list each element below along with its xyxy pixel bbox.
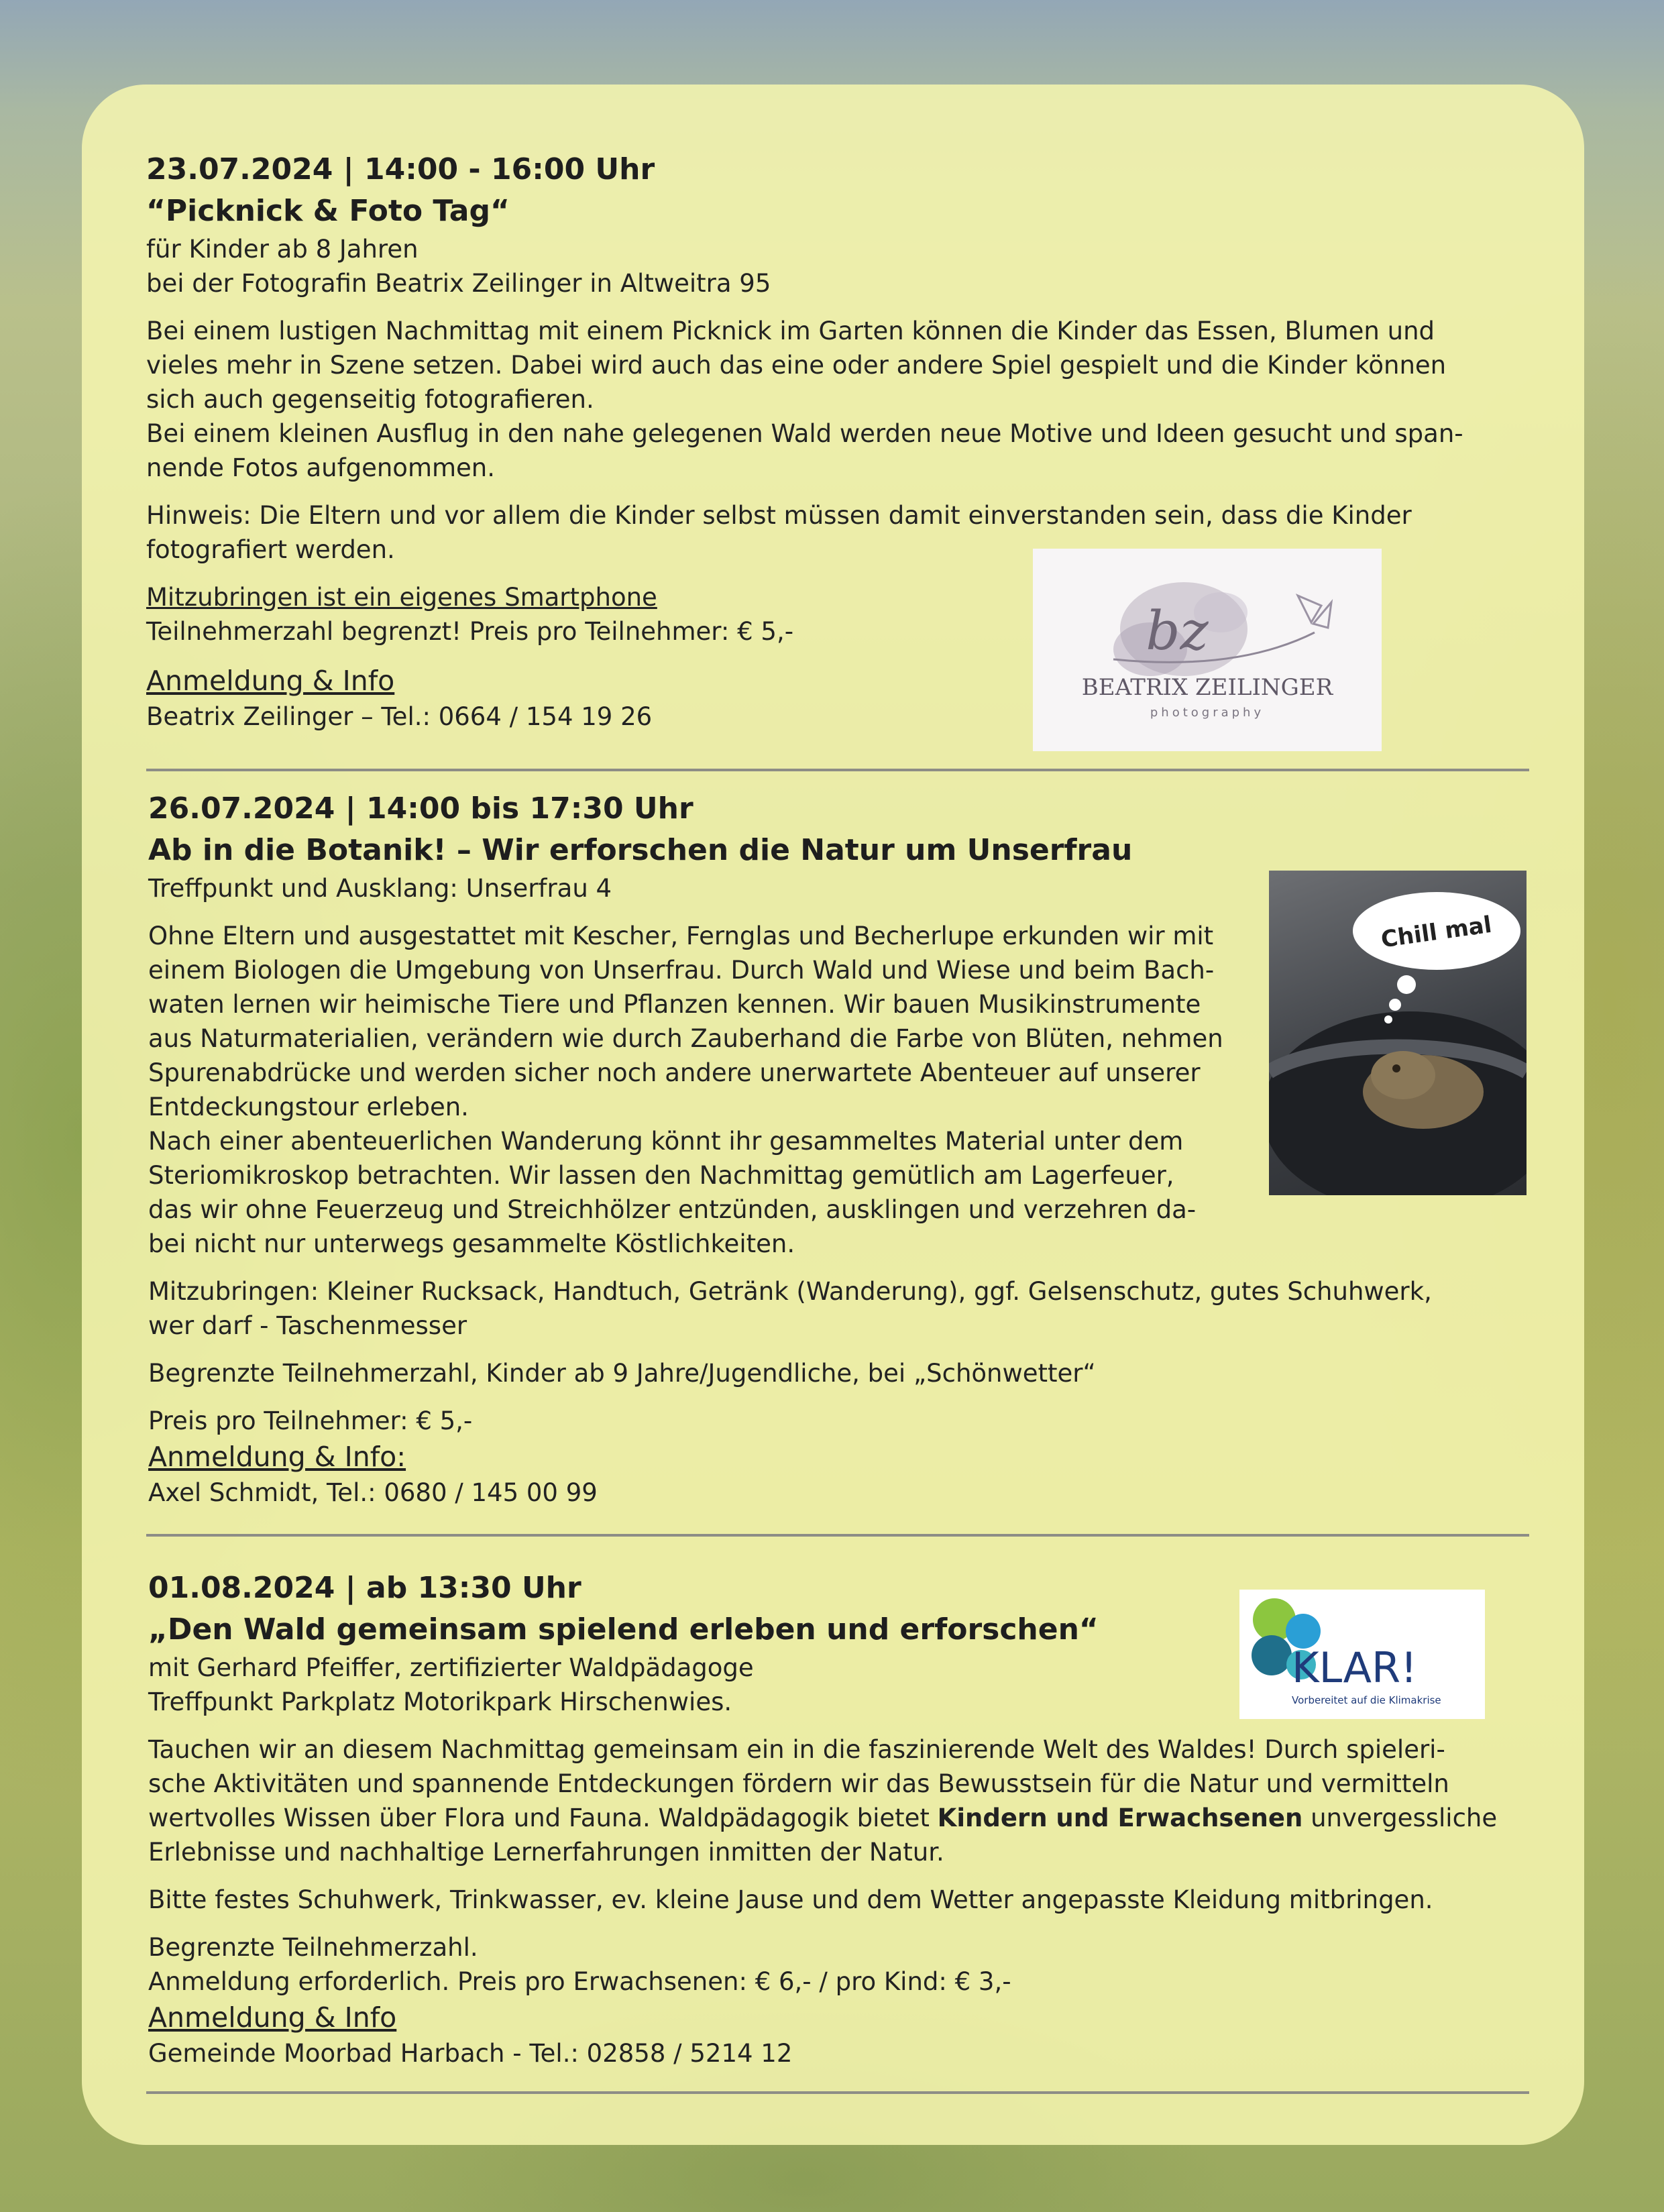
- butterfly-icon: [1298, 596, 1331, 628]
- event-date: 26.07.2024 | 14:00 bis 17:30 Uhr: [148, 791, 694, 826]
- event-title: Ab in die Botanik! – Wir erforschen die Natur um Unserfrau: [148, 833, 1133, 867]
- thought-bubble: [1353, 892, 1520, 1024]
- event-description: Entdeckungstour erleben.: [148, 1093, 469, 1121]
- event-description: einem Biologen die Umgebung von Unserfrau. Durch Wald und Wiese und beim Bach-: [148, 956, 1215, 985]
- event-limit: Begrenzte Teilnehmerzahl.: [148, 1933, 478, 1962]
- text-bold: Kindern und Erwachsenen: [937, 1804, 1303, 1832]
- klar-tagline: Vorbereitet auf die Klimakrise: [1292, 1694, 1441, 1706]
- divider: [146, 769, 1529, 771]
- logo-sub: photography: [1150, 706, 1265, 720]
- event-description: vieles mehr in Szene setzen. Dabei wird auch das eine oder andere Spiel gespielt und die Kinder können: [146, 351, 1447, 380]
- event-note: Hinweis: Die Eltern und vor allem die Kinder selbst müssen damit einverstanden sein, dass die Kinder: [146, 501, 1412, 530]
- event-description: Nach einer abenteuerlichen Wanderung könnt ihr gesammeltes Material unter dem: [148, 1127, 1184, 1156]
- event-bring: wer darf - Taschenmesser: [148, 1311, 467, 1340]
- event-location: Treffpunkt Parkplatz Motorikpark Hirschenwies.: [148, 1688, 732, 1716]
- toad-photo: [1269, 871, 1527, 1195]
- event-description: sich auch gegenseitig fotografieren.: [146, 385, 594, 414]
- event-date: 23.07.2024 | 14:00 - 16:00 Uhr: [146, 152, 655, 186]
- event-contact: Axel Schmidt, Tel.: 0680 / 145 00 99: [148, 1478, 598, 1507]
- divider: [146, 1534, 1529, 1537]
- event-limit: Teilnehmerzahl begrenzt! Preis pro Teilnehmer: € 5,-: [146, 617, 794, 646]
- event-description: Steriomikroskop betrachten. Wir lassen den Nachmittag gemütlich am Lagerfeuer,: [148, 1161, 1174, 1190]
- klar-logo: [1239, 1590, 1485, 1719]
- text-span: unvergessliche: [1311, 1804, 1498, 1832]
- event-description: Bei einem lustigen Nachmittag mit einem Picknick im Garten können die Kinder das Essen, Blumen und: [146, 317, 1435, 345]
- event-description: bei nicht nur unterwegs gesammelte Köstlichkeiten.: [148, 1229, 795, 1258]
- event-contact: Gemeinde Moorbad Harbach - Tel.: 02858 / 5214 12: [148, 2039, 793, 2068]
- event-bring: Mitzubringen: Kleiner Rucksack, Handtuch, Getränk (Wanderung), ggf. Gelsenschutz, gutes Schuhwerk,: [148, 1277, 1432, 1306]
- event-description: das wir ohne Feuerzeug und Streichhölzer entzünden, ausklingen und verzehren da-: [148, 1195, 1197, 1224]
- event-title: “Picknick & Foto Tag“: [146, 194, 510, 228]
- event-bring: Bitte festes Schuhwerk, Trinkwasser, ev. kleine Jause und dem Wetter angepasste Kleidung mitbringen.: [148, 1885, 1433, 1914]
- event-description: [148, 1801, 1530, 1835]
- event-price: Anmeldung erforderlich. Preis pro Erwachsenen: € 6,- / pro Kind: € 3,-: [148, 1967, 1011, 1996]
- event-description: waten lernen wir heimische Tiere und Pflanzen kennen. Wir bauen Musikinstrumente: [148, 990, 1201, 1019]
- text-span: wertvolles Wissen über Flora und Fauna. Waldpädagogik bietet: [148, 1804, 930, 1832]
- event-price: Preis pro Teilnehmer: € 5,-: [148, 1406, 473, 1435]
- event-audience: für Kinder ab 8 Jahren: [146, 235, 419, 264]
- logo-initials: bz: [1146, 600, 1209, 662]
- event-description: Bei einem kleinen Ausflug in den nahe gelegenen Wald werden neue Motive und Ideen gesucht und span-: [146, 419, 1463, 448]
- event-contact: Beatrix Zeilinger – Tel.: 0664 / 154 19 26: [146, 702, 653, 731]
- event-description: Spurenabdrücke und werden sicher noch andere unerwartete Abenteuer auf unserer: [148, 1058, 1201, 1087]
- event-location: bei der Fotografin Beatrix Zeilinger in Altweitra 95: [146, 269, 771, 298]
- registration-label: Anmeldung & Info:: [148, 1441, 406, 1473]
- divider: [146, 2091, 1529, 2094]
- event-host: mit Gerhard Pfeiffer, zertifizierter Waldpädagoge: [148, 1653, 754, 1682]
- klar-wordmark: KLAR!: [1292, 1643, 1417, 1692]
- event-note: fotografiert werden.: [146, 535, 395, 564]
- registration-label: Anmeldung & Info: [148, 2001, 397, 2034]
- event-description: sche Aktivitäten und spannende Entdeckungen fördern wir das Bewusstsein für die Natur und vermitteln: [148, 1769, 1449, 1798]
- event-bring: Mitzubringen ist ein eigenes Smartphone: [146, 583, 657, 612]
- logo-name: BEATRIX ZEILINGER: [1081, 674, 1333, 701]
- event-location: Treffpunkt und Ausklang: Unserfrau 4: [148, 874, 612, 903]
- event-date: 01.08.2024 | ab 13:30 Uhr: [148, 1571, 581, 1605]
- event-description: Ohne Eltern und ausgestattet mit Kescher, Fernglas und Becherlupe erkunden wir mit: [148, 922, 1214, 950]
- event-description: Tauchen wir an diesem Nachmittag gemeinsam ein in die faszinierende Welt des Waldes! Durch spieleri-: [148, 1735, 1445, 1764]
- event-title: „Den Wald gemeinsam spielend erleben und erforschen“: [148, 1612, 1099, 1647]
- event-limit: Begrenzte Teilnehmerzahl, Kinder ab 9 Jahre/Jugendliche, bei „Schönwetter“: [148, 1359, 1096, 1388]
- bubble-text: Chill mal: [1379, 911, 1494, 954]
- event-description: nende Fotos aufgenommen.: [146, 453, 496, 482]
- event-description: Erlebnisse und nachhaltige Lernerfahrungen inmitten der Natur.: [148, 1838, 944, 1867]
- event-description: aus Naturmaterialien, verändern wie durch Zauberhand die Farbe von Blüten, nehmen: [148, 1024, 1223, 1053]
- registration-label: Anmeldung & Info: [146, 665, 395, 697]
- beatrix-zeilinger-logo: [1033, 549, 1382, 751]
